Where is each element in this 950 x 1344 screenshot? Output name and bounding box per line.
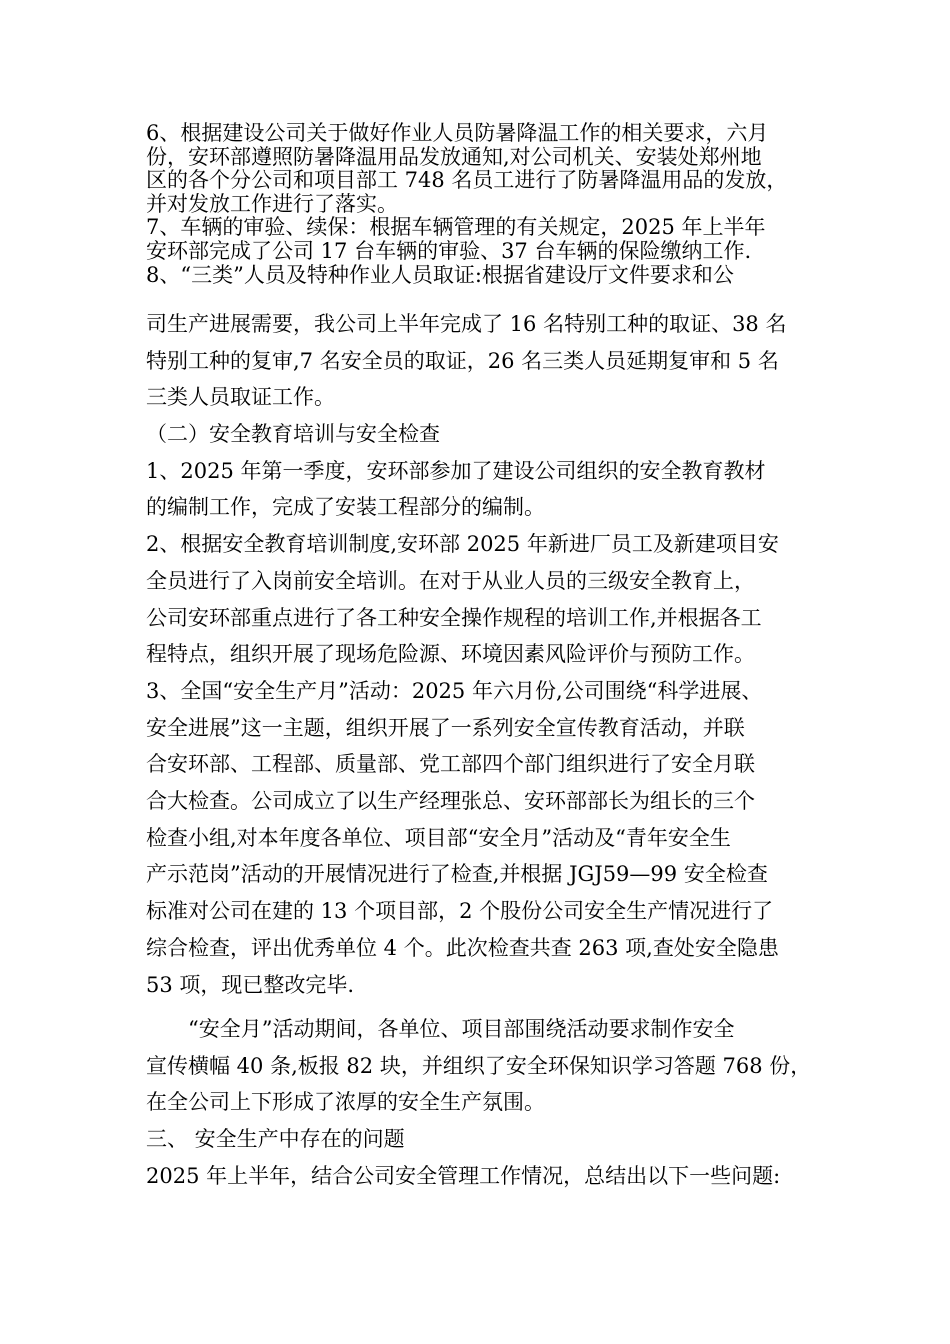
text-line: 标准对公司在建的 13 个项目部，2 个股份公司安全生产情况进行了 [146, 899, 774, 924]
section-heading: （二）安全教育培训与安全检查 [146, 422, 440, 446]
text-line: 1、2025 年第一季度，安环部参加了建设公司组织的安全教育教材 [146, 458, 766, 483]
text-line: 份，安环部遵照防暑降温用品发放通知,对公司机关、安装处郑州地 [146, 144, 762, 169]
text-line: 三类人员取证工作。 [146, 385, 335, 410]
text-line: 综合检查，评出优秀单位 4 个。此次检查共查 263 项,查处安全隐患 [146, 935, 779, 960]
text-line: 安环部完成了公司 17 台车辆的审验、37 台车辆的保险缴纳工作. [146, 238, 752, 263]
text-line: 8、“三类”人员及特种作业人员取证:根据省建设厅文件要求和公 [146, 262, 734, 287]
text-line: 并对发放工作进行了落实。 [146, 191, 398, 216]
text-line: 6、根据建设公司关于做好作业人员防暑降温工作的相关要求，六月 [146, 121, 769, 145]
text-line: 司生产进展需要，我公司上半年完成了 16 名特别工种的取证、38 名 [146, 312, 787, 336]
text-line: 宣传横幅 40 条,板报 82 块，并组织了安全环保知识学习答题 768 份， [146, 1053, 812, 1078]
text-line: 合大检查。公司成立了以生产经理张总、安环部部长为组长的三个 [146, 789, 755, 814]
text-line: 7、车辆的审验、续保：根据车辆管理的有关规定，2025 年上半年 [146, 215, 766, 240]
text-line: 区的各个分公司和项目部工 748 名员工进行了防暑降温用品的发放， [146, 168, 788, 193]
text-line: 公司安环部重点进行了各工种安全操作规程的培训工作,并根据各工 [146, 605, 762, 630]
text-line: 2、根据安全教育培训制度,安环部 2025 年新进厂员工及新建项目安 [146, 532, 779, 557]
text-line: 程特点，组织开展了现场危险源、环境因素风险评价与预防工作。 [146, 642, 755, 667]
text-line: 3、全国“安全生产月”活动：2025 年六月份,公司围绕“科学进展、 [146, 678, 763, 703]
section-heading: 三、 安全生产中存在的问题 [146, 1127, 405, 1152]
text-line: 安全进展”这一主题，组织开展了一系列安全宣传教育活动，并联 [146, 715, 745, 740]
text-line: 在全公司上下形成了浓厚的安全生产氛围。 [146, 1090, 545, 1115]
safety-month-paragraph [146, 1011, 836, 1195]
text-line: 特别工种的复审,7 名安全员的取证，26 名三类人员延期复审和 5 名 [146, 348, 779, 373]
paragraph-item-8-cont [146, 306, 836, 416]
text-line: 合安环部、工程部、质量部、党工部四个部门组织进行了安全月联 [146, 752, 755, 777]
text-line: 的编制工作，完成了安装工程部分的编制。 [146, 495, 545, 520]
text-line: “安全月”活动期间，各单位、项目部围绕活动要求制作安全 [188, 1017, 735, 1041]
text-line: 产示范岗”活动的开展情况进行了检查,并根据 JGJ59—99 安全检查 [146, 862, 768, 887]
paragraph-item-6 [146, 122, 836, 287]
text-line: 全员进行了入岗前安全培训。在对于从业人员的三级安全教育上， [146, 568, 755, 593]
text-line: 53 项，现已整改完毕. [146, 972, 355, 997]
text-line: 2025 年上半年，结合公司安全管理工作情况，总结出以下一些问题: [146, 1163, 781, 1188]
section-2-block [146, 416, 836, 1003]
text-line: 检查小组,对本年度各单位、项目部“安全月”活动及“青年安全生 [146, 825, 731, 850]
